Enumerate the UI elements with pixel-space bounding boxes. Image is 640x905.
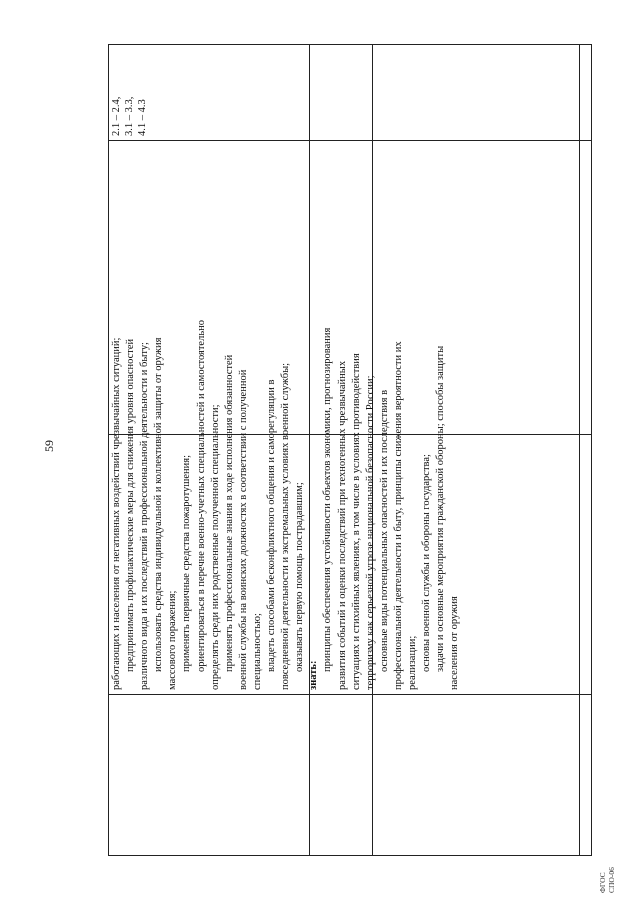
text-paragraph: владеть способами бесконфликтного общения и саморегуляции в повседневной деятельности и экстремальных условиях военной службы; xyxy=(266,362,292,690)
row-divider xyxy=(579,45,580,855)
footer-code: ФГОС СПО-06 xyxy=(598,867,616,893)
text-paragraph: основные виды потенциальных опасностей и их последствия в профессиональной деятельности и быту, принципы снижения вероятности их реализации; xyxy=(378,341,418,690)
text-paragraph: задачи и основные мероприятия гражданской обороны; способы защиты населения от оружия xyxy=(435,345,461,690)
text-paragraph: ориентироваться в перечне военно-учетных специальностей и самостоятельно определять среди них родственные полученной специальности; xyxy=(195,320,221,690)
skills-knowledge-cell xyxy=(109,315,461,693)
column-divider xyxy=(109,140,591,141)
column-divider xyxy=(109,694,591,695)
page-number: 59 xyxy=(42,440,56,452)
competence-code: 4.1 – 4.3 xyxy=(137,99,148,136)
text-paragraph: использовать средства индивидуальной и коллективной защиты от оружия массового поражения; xyxy=(153,337,179,690)
text-paragraph: применять первичные средства пожаротушения; xyxy=(181,454,193,672)
competence-table xyxy=(108,44,592,856)
text-paragraph: основы военной службы и обороны государства; xyxy=(421,454,433,672)
competence-codes-cell xyxy=(109,49,169,139)
text-paragraph: принципы обеспечения устойчивости объектов экономики, прогнозирования развития событий и оценки последствий при техногенных чрезвычайных ситуациях и стихийных явлениях, в том числе в условиях противодействия терроризму как серьезной угрозе национальной безопасности России; xyxy=(322,327,376,690)
text-paragraph: оказывать первую помощь пострадавшим; xyxy=(294,482,306,672)
competence-code: 3.1 – 3.3, xyxy=(124,96,135,136)
text-paragraph: предпринимать профилактические меры для снижения уровня опасностей различного вида и их последствий в профессиональной деятельности и быту; xyxy=(125,338,151,690)
section-label: знать: xyxy=(308,660,320,690)
text-paragraph: применять профессиональные знания в ходе исполнения обязанностей военной службы на воинских должностях в соответствии с полученной специальностью; xyxy=(223,354,263,690)
text-paragraph: работающих и населения от негативных воздействий чрезвычайных ситуаций; xyxy=(111,337,122,690)
competence-code: 2.1 – 2.4, xyxy=(111,96,122,136)
